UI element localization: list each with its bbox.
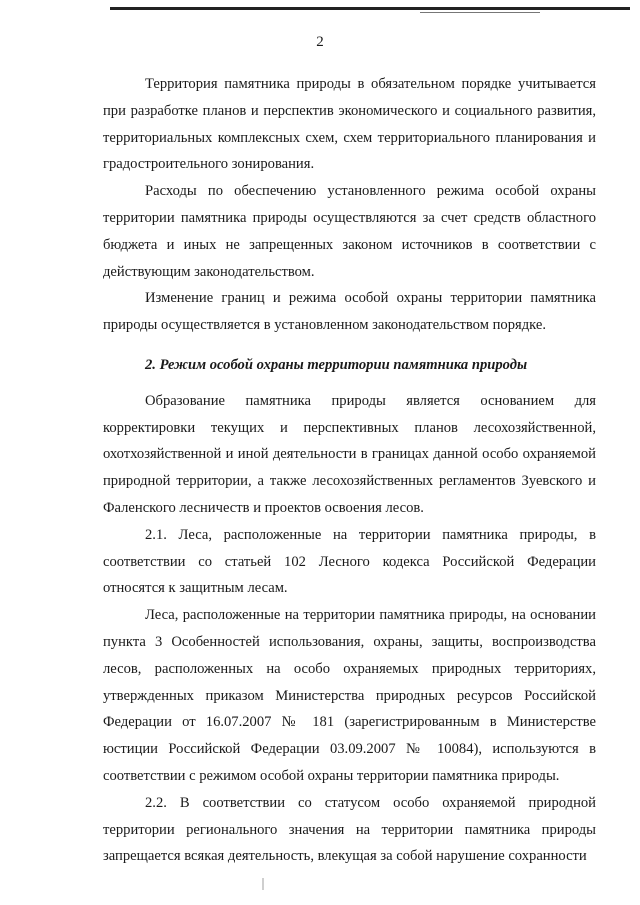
top-rule: [110, 7, 630, 10]
paragraph-2-1-protective-forests: 2.1. Леса, расположенные на территории памятника природы, в соответствии со статьей 102 Лесного кодекса Российской Федерации относятся к защитным лесам.: [103, 526, 596, 597]
document-body: [103, 71, 596, 870]
paragraph-boundary-changes: Изменение границ и режима особой охраны территории памятника природы осуществляется в установленном законодательством порядке.: [103, 290, 596, 334]
scan-artifact-mark: [262, 878, 264, 890]
top-rule-thin: [420, 12, 540, 13]
paragraph-plan-adjustment: Образование памятника природы является основанием для корректировки текущих и перспективных планов лесохозяйственной, охотхозяйственной и иной деятельности в границах данной особо охраняемой природной территории, а также лесохозяйственных регламентов Зуевского и Фаленского лесничеств и проектов освоения лесов.: [103, 392, 596, 516]
paragraph-2-2-prohibited-activity: 2.2. В соответствии со статусом особо охраняемой природной территории регионального значения на территории памятника природы запрещается всякая деятельность, влекущая за собой нарушение сохранности: [103, 794, 596, 865]
page-number: 2: [316, 34, 324, 50]
paragraph-funding: Расходы по обеспечению установленного режима особой охраны территории памятника природы осуществляются за счет средств областного бюджета и иных не запрещенных законом источников в соответствии с действующим законодательством.: [103, 183, 596, 280]
paragraph-planning-consideration: Территория памятника природы в обязательном порядке учитывается при разработке планов и перспектив экономического и социального развития, территориальных комплексных схем, схем территориального планирования и градостроительного зонирования.: [103, 76, 596, 173]
section-heading: 2. Режим особой охраны территории памятника природы: [145, 356, 528, 373]
paragraph-forest-use-regulation: Леса, расположенные на территории памятника природы, на основании пункта 3 Особенностей использования, охраны, защиты, воспроизводства лесов, расположенных на особо охраняемых природных территориях, утвержденных приказом Министерства природных ресурсов Российской Федерации от 16.07.2007 № 181 (зарегистрированным в Министерстве юстиции Российской Федерации 03.09.2007 № 10084), используются в соответствии с режимом особой охраны территории памятника природы.: [103, 607, 596, 784]
